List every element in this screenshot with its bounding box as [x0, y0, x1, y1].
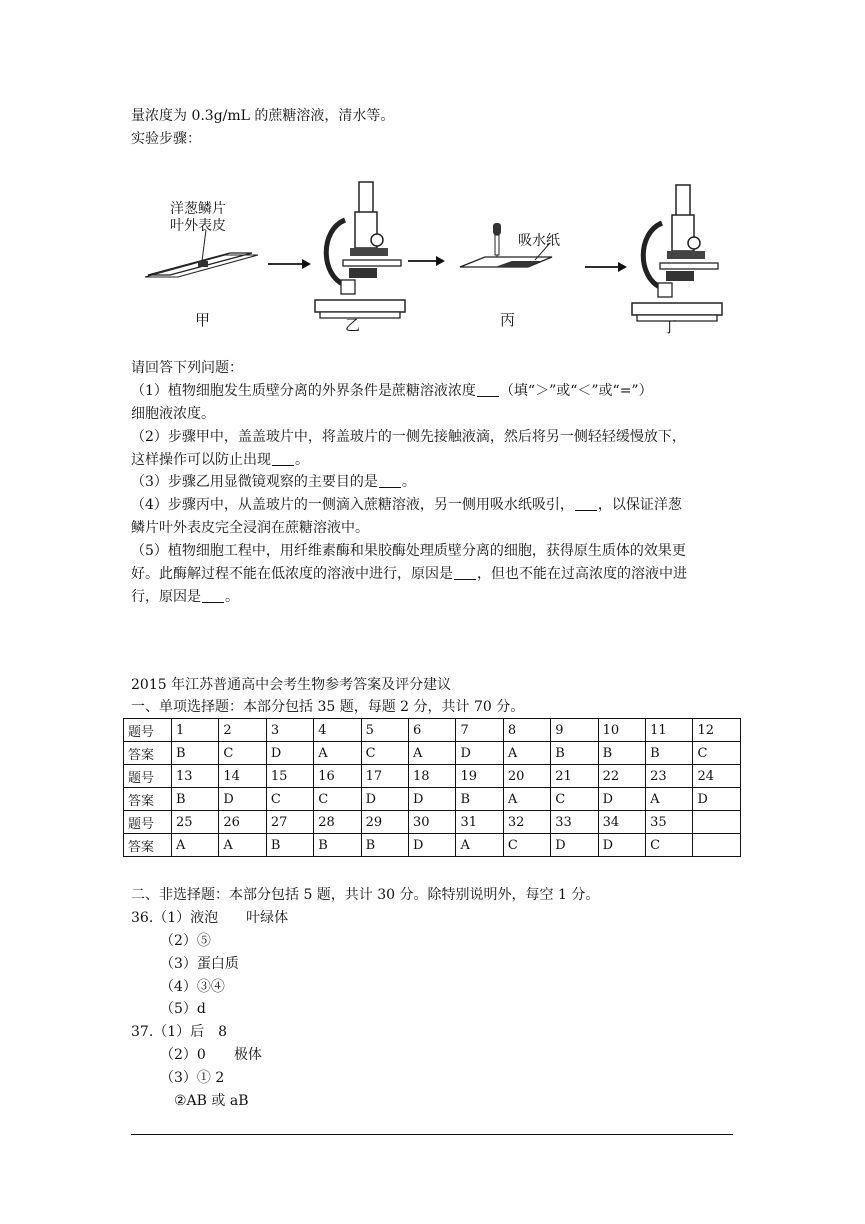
answer-line-37-3: （3）① 2: [160, 1070, 225, 1086]
answer-blank: [202, 588, 224, 603]
table-cell: 7: [456, 719, 503, 742]
table-cell: A: [409, 742, 456, 765]
table-cell: B: [266, 834, 313, 857]
arrow-3: [585, 262, 627, 272]
table-cell: 5: [361, 719, 408, 742]
table-cell: 2: [219, 719, 266, 742]
question-5-line-1: （5）植物细胞工程中，用纤维素酶和果胶酶处理质壁分离的细胞，获得原生质体的效果更: [131, 543, 686, 559]
table-row: [124, 811, 741, 834]
table-cell: D: [219, 788, 266, 811]
section-2-heading: 二、非选择题：本部分包括 5 题，共计 30 分。除特别说明外，每空 1 分。: [131, 887, 600, 903]
arrow-2: [408, 256, 445, 266]
question-5-line-2: [131, 564, 687, 584]
table-cell: 26: [219, 811, 266, 834]
table-cell: 3: [266, 719, 313, 742]
step-label-bing: 丙: [500, 311, 516, 329]
answer-blank: [454, 565, 476, 580]
answer-line-36-3: （3）蛋白质: [160, 956, 239, 972]
table-cell: 14: [219, 765, 266, 788]
table-cell: 30: [409, 811, 456, 834]
table-cell: C: [646, 834, 693, 857]
experiment-steps-figure: [140, 175, 730, 340]
answer-line-37-1: 37.（1）后 8: [131, 1024, 228, 1040]
slide-step-bing: [460, 223, 560, 267]
answer-line-36-2: （2）⑤: [160, 933, 211, 949]
table-cell: 33: [551, 811, 598, 834]
table-cell: A: [314, 742, 361, 765]
table-cell: A: [219, 834, 266, 857]
table-cell: 10: [598, 719, 645, 742]
table-cell: D: [266, 742, 313, 765]
table-cell: 35: [646, 811, 693, 834]
answer-blank: [379, 473, 401, 488]
questions-prompt: 请回答下列问题：: [131, 360, 243, 376]
table-cell: 6: [409, 719, 456, 742]
table-cell: 27: [266, 811, 313, 834]
q3-text-a: （3）步骤乙用显微镜观察的主要目的是: [131, 474, 378, 490]
q1-text-b: （填“＞”或“＜”或“=”）: [499, 383, 653, 399]
table-cell: D: [409, 788, 456, 811]
table-cell: C: [503, 834, 550, 857]
step-label-ding: 丁: [662, 318, 678, 336]
answer-line-36-1: 36.（1）液泡 叶绿体: [131, 910, 289, 926]
table-cell: D: [598, 834, 645, 857]
table-cell: 22: [598, 765, 645, 788]
table-cell: 31: [456, 811, 503, 834]
q3-text-b: 。: [401, 474, 416, 490]
table-cell: 15: [266, 765, 313, 788]
label-onion-2: 叶外表皮: [170, 218, 226, 234]
answer-line-37-2: （2）0 极体: [160, 1047, 262, 1063]
table-row: [124, 742, 741, 765]
table-cell: A: [172, 834, 219, 857]
slide-step-jia: [145, 200, 258, 277]
step-label-yi: 乙: [345, 316, 361, 334]
table-cell: 20: [503, 765, 550, 788]
answers-title: 2015 年江苏普通高中会考生物参考答案及评分建议: [131, 677, 452, 693]
row-header-cell: 答案: [124, 742, 172, 765]
answer-blank: [575, 496, 597, 511]
table-cell: 18: [409, 765, 456, 788]
table-cell: B: [172, 788, 219, 811]
footer-rule: [131, 1134, 733, 1135]
table-cell: 16: [314, 765, 361, 788]
table-cell: D: [361, 788, 408, 811]
table-cell: B: [551, 742, 598, 765]
table-cell: A: [456, 834, 503, 857]
table-cell: A: [503, 788, 550, 811]
table-cell: B: [361, 834, 408, 857]
answer-line-36-5: （5）d: [160, 1001, 206, 1017]
microscope-ding: [632, 185, 722, 321]
q5-text-e: 。: [225, 589, 239, 605]
q1-text-a: （1）植物细胞发生质壁分离的外界条件是蔗糖溶液浓度: [131, 383, 476, 399]
table-row: [124, 765, 741, 788]
question-2-line-1: （2）步骤甲中，盖盖玻片中，将盖玻片的一侧先接触液滴，然后将另一侧轻轻缓慢放下，: [131, 429, 686, 445]
question-1-line-1: [131, 381, 653, 401]
table-cell: A: [503, 742, 550, 765]
question-3-line: [131, 472, 416, 492]
table-cell: 19: [456, 765, 503, 788]
table-cell: 1: [172, 719, 219, 742]
table-cell: 4: [314, 719, 361, 742]
table-cell: B: [456, 788, 503, 811]
table-cell: 21: [551, 765, 598, 788]
table-cell: 8: [503, 719, 550, 742]
q2-text-c: 。: [295, 452, 309, 468]
row-header-cell: 题号: [124, 811, 172, 834]
answer-line-37-4: ②AB 或 aB: [174, 1093, 249, 1109]
question-1-line-2: 细胞液浓度。: [131, 406, 215, 422]
row-header-cell: 题号: [124, 719, 172, 742]
table-cell: 13: [172, 765, 219, 788]
q5-text-b: 好。此酶解过程不能在低浓度的溶液中进行，原因是: [131, 566, 453, 582]
table-cell: B: [598, 742, 645, 765]
table-cell: C: [361, 742, 408, 765]
table-cell: D: [598, 788, 645, 811]
table-cell: B: [646, 742, 693, 765]
table-cell: [693, 811, 741, 834]
table-cell: 29: [361, 811, 408, 834]
answer-blank: [477, 382, 499, 397]
row-header-cell: 答案: [124, 788, 172, 811]
row-header-cell: 答案: [124, 834, 172, 857]
table-cell: C: [266, 788, 313, 811]
section-1-heading: 一、单项选择题：本部分包括 35 题，每题 2 分，共计 70 分。: [131, 699, 525, 715]
answer-table: [123, 718, 741, 857]
q4-text-a: （4）步骤丙中，从盖玻片的一侧滴入蔗糖溶液，另一侧用吸水纸吸引，: [131, 497, 574, 513]
table-cell: [693, 834, 741, 857]
q2-text-b: 这样操作可以防止出现: [131, 452, 271, 468]
materials-line: 量浓度为 0.3g/mL 的蔗糖溶液，清水等。: [131, 108, 395, 124]
table-cell: 32: [503, 811, 550, 834]
table-cell: 12: [693, 719, 741, 742]
table-cell: D: [456, 742, 503, 765]
answer-blank: [272, 451, 294, 466]
table-cell: C: [314, 788, 361, 811]
label-blotting-paper: 吸水纸: [518, 233, 560, 249]
table-cell: C: [693, 742, 741, 765]
table-cell: B: [314, 834, 361, 857]
table-cell: A: [646, 788, 693, 811]
table-cell: B: [172, 742, 219, 765]
answer-line-36-4: （4）③④: [160, 979, 225, 995]
table-cell: 24: [693, 765, 741, 788]
microscope-yi: [315, 182, 405, 318]
table-cell: C: [551, 788, 598, 811]
table-cell: D: [551, 834, 598, 857]
table-cell: 23: [646, 765, 693, 788]
question-2-line-2: [131, 450, 309, 470]
table-row: [124, 834, 741, 857]
table-cell: 34: [598, 811, 645, 834]
table-cell: C: [219, 742, 266, 765]
row-header-cell: 题号: [124, 765, 172, 788]
table-cell: D: [693, 788, 741, 811]
q5-text-c: ，但也不能在过高浓度的溶液中进: [477, 566, 687, 582]
table-cell: 9: [551, 719, 598, 742]
table-cell: D: [409, 834, 456, 857]
question-5-line-3: [131, 587, 239, 607]
step-label-jia: 甲: [195, 311, 211, 329]
table-cell: 25: [172, 811, 219, 834]
label-onion-1: 洋葱鳞片: [170, 201, 226, 217]
arrow-1: [268, 259, 311, 269]
q5-text-d: 行，原因是: [131, 589, 201, 605]
table-cell: 11: [646, 719, 693, 742]
table-row: [124, 719, 741, 742]
steps-heading: 实验步骤：: [131, 131, 201, 147]
q4-text-b: ，以保证洋葱: [597, 497, 682, 513]
table-cell: 17: [361, 765, 408, 788]
table-row: [124, 788, 741, 811]
table-cell: 28: [314, 811, 361, 834]
question-4-line-2: 鳞片叶外表皮完全浸润在蔗糖溶液中。: [131, 520, 369, 536]
question-4-line-1: [131, 495, 682, 515]
